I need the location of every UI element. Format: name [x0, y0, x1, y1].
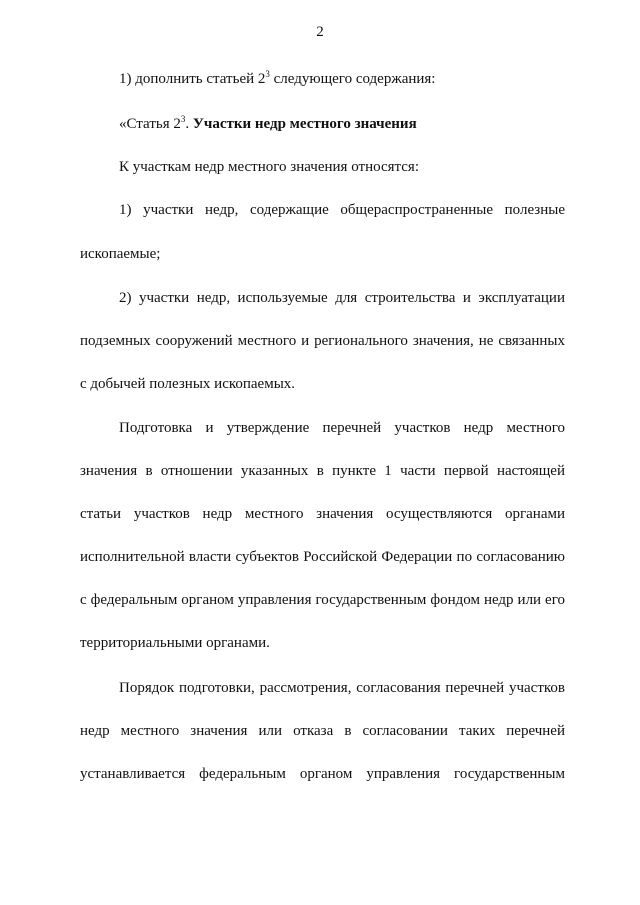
paragraph-line: недр местного значения или отказа в согласовании таких перечней	[80, 723, 565, 739]
article-title: Участки недр местного значения	[192, 116, 417, 132]
amendment-line	[119, 69, 435, 89]
page-number: 2	[316, 24, 324, 40]
paragraph-line: значения в отношении указанных в пункте 1 части первой настоящей	[80, 463, 565, 479]
paragraph-line: Порядок подготовки, рассмотрения, согласования перечней участков	[119, 680, 565, 696]
paragraph-line: статьи участков недр местного значения осуществляются органами	[80, 506, 565, 522]
article-dot: .	[185, 116, 193, 132]
paragraph-line: территориальными органами.	[80, 635, 270, 651]
paragraph-line: устанавливается федеральным органом управления государственным	[80, 766, 565, 782]
paragraph-line: подземных сооружений местного и регионального значения, не связанных	[80, 333, 565, 349]
paragraph-line: 1) участки недр, содержащие общераспространенные полезные	[119, 202, 565, 218]
paragraph-line: Подготовка и утверждение перечней участков недр местного	[119, 420, 565, 436]
paragraph-line: ископаемые;	[80, 246, 161, 262]
paragraph-line: К участкам недр местного значения относятся:	[119, 159, 419, 175]
paragraph-line: с федеральным органом управления государственным фондом недр или его	[80, 592, 565, 608]
article-heading	[119, 114, 417, 134]
article-label: «Статья 2	[119, 116, 181, 132]
amendment-text: 1) дополнить статьей 2	[119, 71, 266, 87]
amendment-text-end: следующего содержания:	[269, 71, 436, 87]
superscript: 3	[180, 114, 186, 124]
paragraph-line: исполнительной власти субъектов Российской Федерации по согласованию	[80, 549, 565, 565]
superscript: 3	[265, 69, 270, 79]
paragraph-line: 2) участки недр, используемые для строительства и эксплуатации	[119, 290, 565, 306]
paragraph-line: с добычей полезных ископаемых.	[80, 376, 296, 392]
